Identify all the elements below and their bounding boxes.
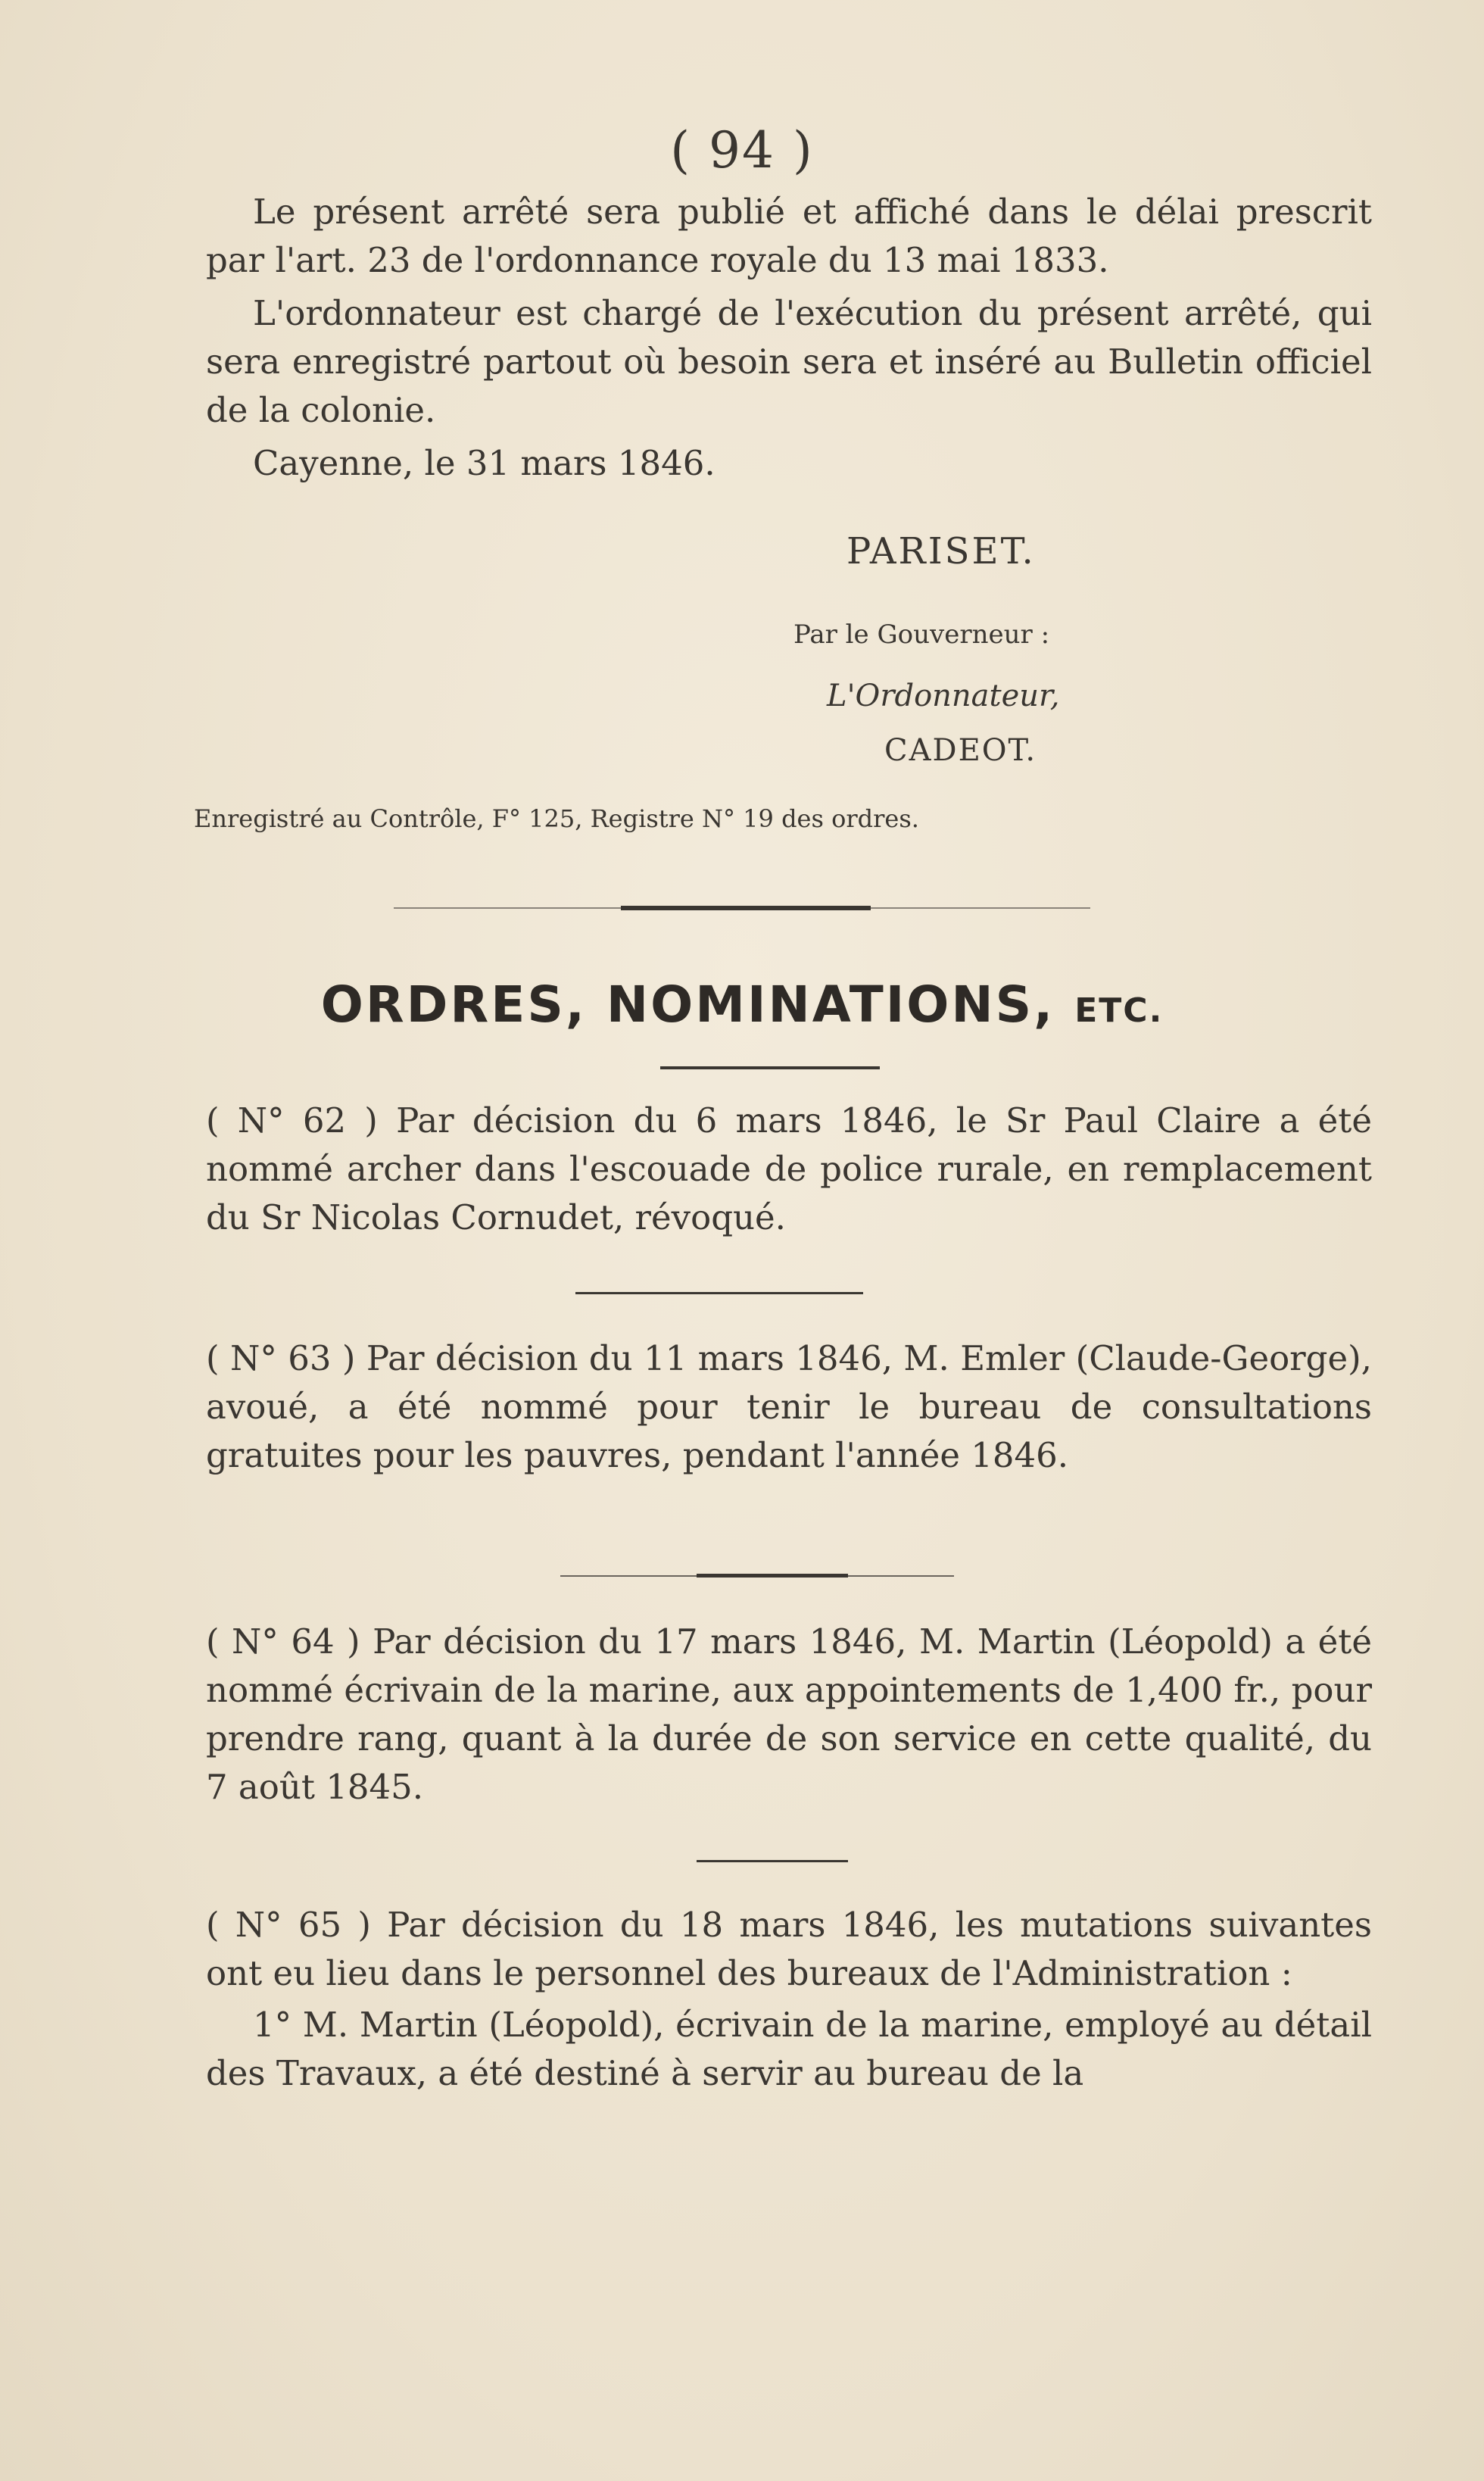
entry-separator bbox=[575, 1292, 863, 1294]
article-execution: L'ordonnateur est chargé de l'exécution du présent arrêté, qui sera enregistré partout où besoin sera et inséré au Bulletin officiel de la colonie. bbox=[206, 293, 1372, 430]
heading-underline bbox=[660, 1066, 880, 1069]
divider-line-bold bbox=[621, 906, 871, 910]
entry-64 bbox=[206, 1618, 1372, 1812]
entry-separator-bold bbox=[697, 1574, 848, 1578]
signature-by-line: Par le Gouverneur : bbox=[793, 619, 1050, 650]
entry-separator bbox=[697, 1860, 848, 1862]
registration-line: Enregistré au Contrôle, F° 125, Registre N° 19 des ordres. bbox=[194, 804, 919, 833]
entry-62 bbox=[206, 1097, 1372, 1242]
article-publication: Le présent arrêté sera publié et affiché dans le délai prescrit par l'art. 23 de l'ordonnance royale du 13 mai 1833. bbox=[206, 192, 1372, 280]
entry-number: ( N° 63 ) bbox=[206, 1338, 356, 1378]
section-heading bbox=[0, 975, 1484, 1034]
entry-number: ( N° 65 ) bbox=[206, 1905, 371, 1945]
dateline: Cayenne, le 31 mars 1846. bbox=[253, 443, 716, 483]
page-number: ( 94 ) bbox=[670, 121, 814, 179]
entry-63 bbox=[206, 1334, 1372, 1480]
entry-text: Par décision du 11 mars 1846, M. Emler (Claude-George), avoué, a été nommé pour tenir le bureau de consultations gratuites pour les pauvres, pendant l'année 1846. bbox=[206, 1338, 1372, 1475]
entry-number: ( N° 62 ) bbox=[206, 1100, 378, 1141]
entry-text: Par décision du 6 mars 1846, le Sr Paul Claire a été nommé archer dans l'escouade de police rurale, en remplacement du Sr Nicolas Cornudet, révoqué. bbox=[206, 1100, 1372, 1237]
signature-title: L'Ordonnateur, bbox=[827, 679, 1060, 713]
section-title: ORDRES, NOMINATIONS, bbox=[320, 975, 1055, 1034]
entry-number: ( N° 64 ) bbox=[206, 1621, 360, 1662]
signature-ordonnateur: CADEOT. bbox=[884, 733, 1037, 768]
section-etc: ETC. bbox=[1074, 991, 1164, 1030]
entry-65 bbox=[206, 1901, 1372, 2098]
entry-text: Par décision du 17 mars 1846, M. Martin (Léopold) a été nommé écrivain de la marine, aux appointements de 1,400 fr., pour prendre rang, quant à la durée de son service en cette qualité, du 7 août 1845. bbox=[206, 1621, 1372, 1807]
signature-governor: PARISET. bbox=[846, 530, 1036, 573]
closing-articles bbox=[206, 188, 1372, 488]
entry-text: Par décision du 18 mars 1846, les mutations suivantes ont eu lieu dans le personnel des bureaux de l'Administration : bbox=[206, 1905, 1372, 1993]
mutation-item-1: 1° M. Martin (Léopold), écrivain de la marine, employé au détail des Travaux, a été destiné à servir au bureau de la bbox=[206, 2005, 1372, 2093]
